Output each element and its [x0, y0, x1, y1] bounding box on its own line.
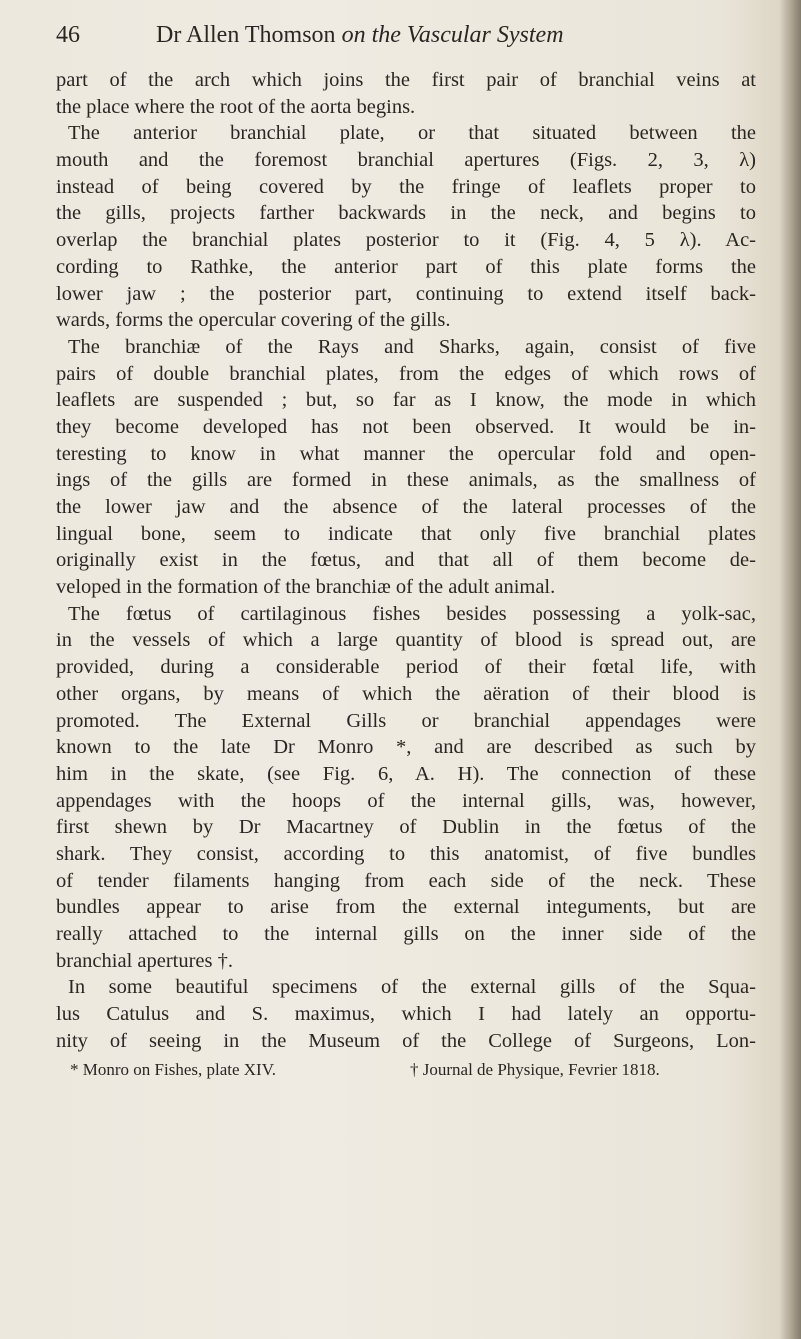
page-number: 46 — [56, 22, 80, 48]
text-line: provided, during a considerable period of their fœtal life, with — [56, 656, 756, 679]
body-text — [56, 67, 756, 1054]
header-title: Dr Allen Thomson — [156, 22, 342, 48]
text-line: they become developed has not been observed. It would be in- — [56, 415, 756, 438]
text-line: first shewn by Dr Macartney of Dublin in the fœtus of the — [56, 816, 756, 839]
header-title-italic: on the Vascular System — [341, 22, 564, 48]
text-line: in the vessels of which a large quantity of blood is spread out, are — [56, 629, 756, 652]
text-line: leaflets are suspended ; but, so far as I know, the mode in which — [56, 389, 756, 412]
text-line: appendages with the hoops of the internal gills, was, however, — [56, 789, 756, 812]
text-line: known to the late Dr Monro *, and are described as such by — [56, 736, 756, 759]
text-line: instead of being covered by the fringe of leaflets proper to — [56, 175, 756, 198]
page-edge-shadow — [779, 0, 801, 1339]
text-line: him in the skate, (see Fig. 6, A. H). The connection of these — [56, 762, 756, 785]
text-line: overlap the branchial plates posterior to it (Fig. 4, 5 λ). Ac- — [56, 229, 756, 252]
text-line: lus Catulus and S. maximus, which I had lately an opportu- — [56, 1003, 756, 1026]
text-line: ings of the gills are formed in these animals, as the smallness of — [56, 469, 756, 492]
text-line: other organs, by means of which the aëration of their blood is — [56, 682, 756, 705]
text-line: lower jaw ; the posterior part, continuing to extend itself back- — [56, 282, 756, 305]
text-line: nity of seeing in the Museum of the College of Surgeons, Lon- — [56, 1029, 756, 1052]
text-line: mouth and the foremost branchial apertures (Figs. 2, 3, λ) — [56, 149, 756, 172]
text-line: really attached to the internal gills on the inner side of the — [56, 923, 756, 945]
text-line: The branchiæ of the Rays and Sharks, again, consist of five — [68, 335, 756, 358]
text-line: lingual bone, seem to indicate that only five branchial plates — [56, 522, 756, 545]
text-line: the lower jaw and the absence of the lateral processes of the — [56, 496, 756, 518]
text-line: originally exist in the fœtus, and that all of them become de- — [56, 549, 756, 572]
text-line: branchial apertures †. — [56, 949, 234, 972]
text-line: veloped in the formation of the branchiæ of the adult animal. — [56, 576, 556, 599]
text-line: shark. They consist, according to this anatomist, of five bundles — [56, 842, 756, 865]
text-line: of tender filaments hanging from each side of the neck. These — [56, 869, 756, 892]
text-line: part of the arch which joins the first pair of branchial veins at — [56, 69, 756, 91]
footnotes — [70, 1058, 760, 1082]
text-line: teresting to know in what manner the opercular fold and open- — [56, 442, 756, 465]
text-line: the place where the root of the aorta begins. — [56, 95, 416, 118]
text-line: bundles appear to arise from the external integuments, but are — [56, 896, 756, 919]
text-line: The fœtus of cartilaginous fishes besides possessing a yolk-sac, — [68, 602, 756, 625]
running-header — [56, 20, 756, 50]
text-line: The anterior branchial plate, or that situated between the — [68, 122, 756, 145]
footnote-journal: † Journal de Physique, Fevrier 1818. — [410, 1060, 660, 1079]
text-line: wards, forms the opercular covering of the gills. — [56, 309, 451, 332]
text-line: cording to Rathke, the anterior part of this plate forms the — [56, 255, 756, 278]
text-line: the gills, projects farther backwards in the neck, and begins to — [56, 202, 756, 225]
text-line: pairs of double branchial plates, from the edges of which rows of — [56, 362, 756, 385]
text-line: promoted. The External Gills or branchial appendages were — [56, 709, 756, 732]
text-line: In some beautiful specimens of the external gills of the Squa- — [68, 976, 756, 999]
footnote-monro: * Monro on Fishes, plate XIV. — [70, 1060, 277, 1079]
